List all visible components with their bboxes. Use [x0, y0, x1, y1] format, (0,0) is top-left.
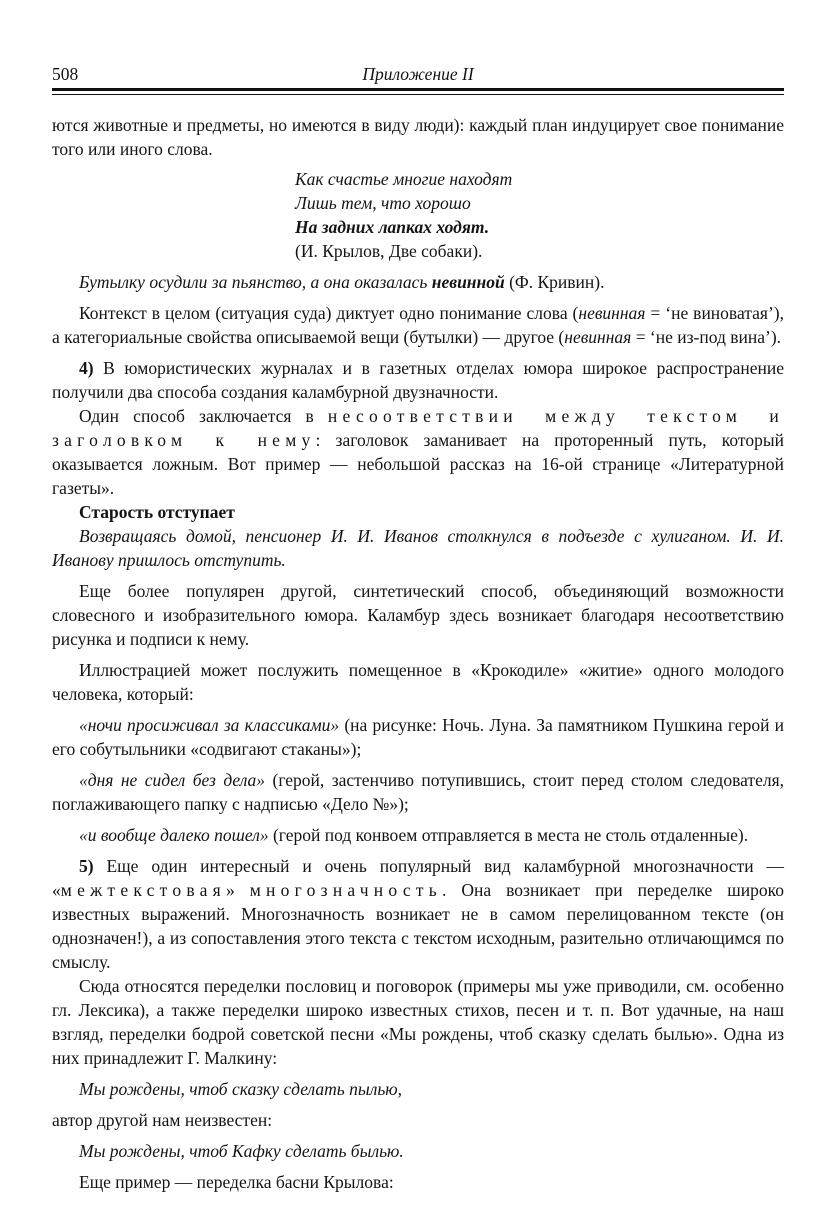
text-run: (герой, застенчиво потупившись, стоит перед столом следователя, поглаживающего папку с надписью «Дело №»); — [52, 770, 784, 814]
text-run: несоответствии между текстом и заголовком к нему — [52, 406, 785, 450]
text-run: Еще один интересный и очень популярный вид каламбурной многозначности — « — [52, 856, 784, 900]
paragraph — [52, 113, 784, 161]
paragraph — [52, 356, 784, 404]
text-run: (герой под конвоем отправляется в места не столь отдаленные). — [268, 825, 749, 845]
text-run: : заголовок заманивает на проторенный путь, который оказывается ложным. Вот пример — небольшой рассказ на 16-ой странице «Литературной газеты». — [52, 430, 784, 498]
text-run: Лишь тем, что хорошо — [295, 193, 471, 213]
text-run: «и вообще далеко пошел» — [79, 825, 269, 845]
text-run: = ‘не виноватая’), а категориальные свойства описываемой вещи (бутылки) — другое ( — [52, 303, 784, 347]
page-body — [52, 113, 784, 1194]
text-run: На задних лапках ходят. — [295, 217, 490, 237]
verse-line — [295, 239, 784, 263]
paragraph — [52, 270, 784, 294]
verse-line — [295, 167, 784, 191]
paragraph — [52, 1139, 784, 1163]
text-run: Старость отступает — [79, 502, 235, 522]
verse-line — [295, 215, 784, 239]
header-rule — [52, 88, 784, 95]
paragraph — [52, 713, 784, 761]
paragraph — [52, 301, 784, 349]
text-run: «ночи просиживал за классиками» — [79, 715, 340, 735]
text-run: Контекст в целом (ситуация суда) диктует одно понимание слова ( — [79, 303, 579, 323]
text-run: 4) — [79, 358, 94, 378]
text-run: Еще пример — переделка басни Крылова: — [79, 1172, 394, 1192]
text-run: (на рисунке: Ночь. Луна. За памятником Пушкина герой и его собутыльники «содвигают стаканы»); — [52, 715, 784, 759]
page-header — [52, 62, 784, 88]
text-run: Мы рождены, чтоб сказку сделать пылью, — [79, 1079, 403, 1099]
paragraph — [52, 974, 784, 1070]
text-run: межтекстовая — [60, 880, 226, 900]
text-run: автор другой нам неизвестен: — [52, 1110, 273, 1130]
text-run: = ‘не из-под вина’). — [631, 327, 782, 347]
paragraph — [52, 823, 784, 847]
text-run: Как счастье многие находят — [295, 169, 513, 189]
paragraph — [52, 1170, 784, 1194]
paragraph — [52, 579, 784, 651]
text-run: » — [225, 880, 250, 900]
verse-block — [295, 167, 784, 263]
page-number: 508 — [52, 64, 79, 84]
paragraph — [52, 500, 784, 524]
text-run: Мы рождены, чтоб Кафку сделать былью. — [79, 1141, 404, 1161]
running-title: Приложение II — [362, 64, 474, 84]
text-run: . Она возникает при переделке широко известных выражений. Многозначность возникает не в самом перелицованном тексте (он однозначен!), а из сопоставления этого текста с текстом исходным, разительно отличающимся по смыслу. — [52, 880, 784, 972]
verse-line — [295, 191, 784, 215]
text-run: Иллюстрацией может послужить помещенное в «Крокодиле» «житие» одного молодого человека, который: — [52, 660, 784, 704]
text-run: невинной — [431, 272, 505, 292]
text-run: (Ф. Кривин). — [504, 272, 605, 292]
text-run: ются животные и предметы, но имеются в виду люди): каждый план индуцирует свое понимание того или иного слова. — [52, 115, 784, 159]
text-run: «дня не сидел без дела» — [79, 770, 266, 790]
paragraph — [52, 1108, 784, 1132]
paragraph — [52, 404, 784, 500]
text-run: многозначность — [249, 880, 442, 900]
paragraph — [52, 768, 784, 816]
text-run: (И. Крылов, Две собаки). — [295, 241, 483, 261]
text-run: невинная — [578, 303, 646, 323]
text-run: Еще более популярен другой, синтетический способ, объединяющий возможности словесного и изобразительного юмора. Каламбур здесь возникает благодаря несоответствию рисунка и подписи к нему. — [52, 581, 784, 649]
text-run: Один способ заключается в — [79, 406, 328, 426]
paragraph — [52, 854, 784, 974]
text-run: Сюда относятся переделки пословиц и поговорок (примеры мы уже приводили, см. особенно гл. Лексика), а также переделки широко известных стихов, песен и т. п. Вот удачные, на наш взгляд, переделки бодрой советской песни «Мы рождены, чтоб сказку сделать былью». Одна из них принадлежит Г. Малкину: — [52, 976, 784, 1068]
paragraph — [52, 524, 784, 572]
text-run: невинная — [564, 327, 632, 347]
paragraph — [52, 1077, 784, 1101]
paragraph — [52, 658, 784, 706]
text-run: Бутылку осудили за пьянство, а она оказалась — [79, 272, 432, 292]
text-run: 5) — [79, 856, 94, 876]
text-run: В юмористических журналах и в газетных отделах юмора широкое распространение получили два способа создания каламбурной двузначности. — [52, 358, 784, 402]
text-run: Возвращаясь домой, пенсионер И. И. Иванов столкнулся в подъезде с хулиганом. И. И. Иванову пришлось отступить. — [52, 526, 784, 570]
